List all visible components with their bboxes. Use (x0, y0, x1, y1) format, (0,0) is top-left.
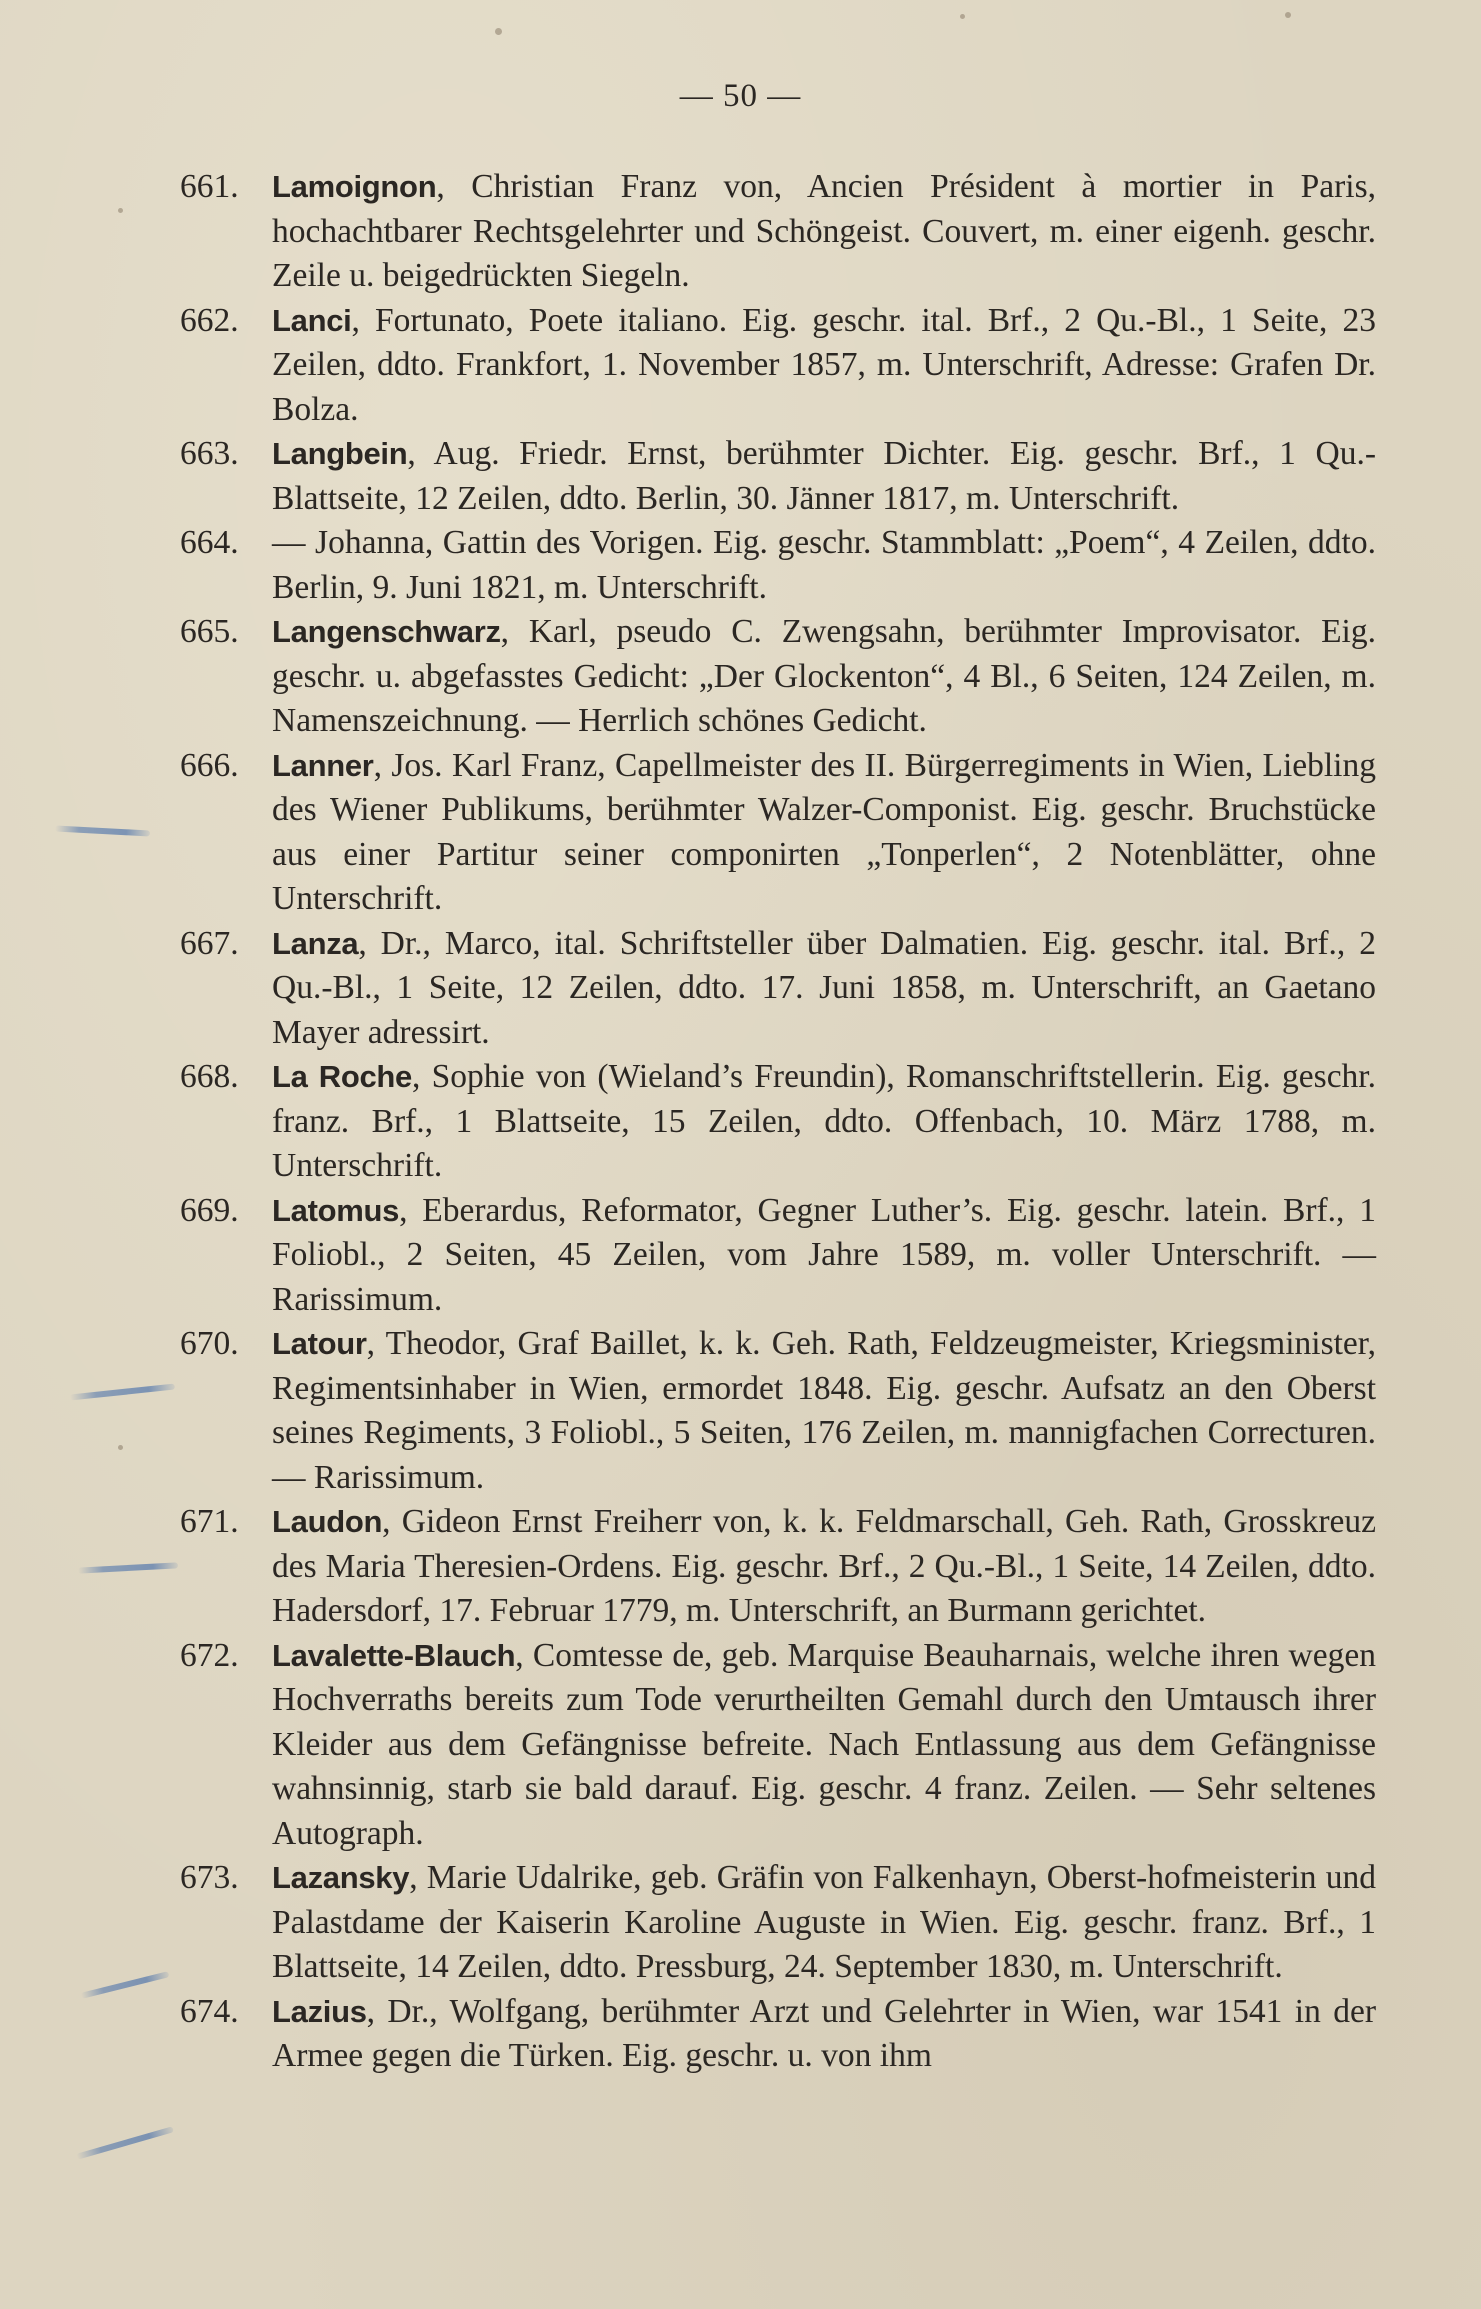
paper-spot (495, 28, 502, 35)
margin-pencil-mark (81, 1971, 170, 1999)
entry-number: 668. (180, 1058, 239, 1095)
paper-spot (118, 1445, 123, 1450)
catalog-entry (180, 1322, 1376, 1500)
entry-number: 666. (180, 746, 239, 784)
entry-description: , Dr., Wolfgang, berühmter Arzt und Gelehrter in Wien, war 1541 in der Armee gegen die Türken. Eig. geschr. u. von ihm (272, 1992, 1376, 2074)
catalog-entry (180, 1055, 1376, 1189)
catalog-entry (180, 165, 1376, 299)
margin-pencil-mark (70, 1384, 175, 1401)
entry-description: , Jos. Karl Franz, Capellmeister des II. Bürgerregiments in Wien, Liebling des Wiener Publikums, berühmter Walzer-Componist. Eig. geschr. Bruchstücke aus einer Partitur seiner componirten „Tonperlen“, 2 Notenblätter, ohne Unterschrift. (272, 746, 1376, 917)
entry-name: Langenschwarz (272, 614, 501, 649)
entry-name: Lanner (272, 747, 374, 783)
catalog-entry (180, 922, 1376, 1056)
entry-number: 663. (180, 435, 239, 472)
entry-name: La Roche (272, 1059, 412, 1094)
entry-description: , Karl, pseudo C. Zwengsahn, berühmter Improvisator. Eig. geschr. u. abgefasstes Gedicht: „Der Glockenton“, 4 Bl., 6 Seiten, 124 Zeilen, m. Namenszeichnung. — Herrlich schönes Gedicht. (272, 613, 1376, 739)
entry-name: Latour (272, 1326, 367, 1361)
entry-name: Laudon (272, 1504, 383, 1539)
margin-pencil-mark (55, 826, 150, 837)
entry-name: Lanza (272, 925, 359, 961)
entry-number: 664. (180, 524, 239, 561)
entry-number: 674. (180, 1992, 239, 2030)
catalog-entry (180, 744, 1376, 922)
catalog-entry (180, 1856, 1376, 1990)
catalog-entry (180, 432, 1376, 521)
entry-name: Latomus (272, 1192, 400, 1228)
entry-name: Lamoignon (272, 169, 437, 204)
catalog-entry (180, 1634, 1376, 1857)
paper-spot (1285, 12, 1291, 18)
entry-number: 662. (180, 301, 239, 339)
margin-pencil-mark (76, 2126, 174, 2159)
entry-description: , Sophie von (Wieland’s Freundin), Romanschriftstellerin. Eig. geschr. franz. Brf., 1 Blattseite, 15 Zeilen, ddto. Offenbach, 10. März 1788, m. Unterschrift. (272, 1058, 1376, 1184)
catalog-entry (180, 1990, 1376, 2079)
entry-description: , Eberardus, Reformator, Gegner Luther’s. Eig. geschr. latein. Brf., 1 Foliobl., 2 Seiten, 45 Zeilen, vom Jahre 1589, m. voller Unterschrift. — Rarissimum. (272, 1191, 1376, 1318)
entry-number: 667. (180, 924, 239, 962)
paper-spot (118, 208, 123, 213)
entry-number: 665. (180, 613, 239, 650)
margin-pencil-mark (78, 1562, 178, 1573)
entry-name: Lavalette-Blauch (272, 1637, 516, 1673)
entry-description: , Christian Franz von, Ancien Président à mortier in Paris, hochachtbarer Rechtsgelehrter und Schöngeist. Couvert, m. einer eigenh. geschr. Zeile u. beigedrückten Siegeln. (272, 168, 1376, 294)
entry-name: Lazius (272, 1993, 367, 2029)
entry-description: , Comtesse de, geb. Marquise Beauharnais, welche ihren wegen Hochverraths bereits zum Tode verurtheilten Gemahl durch den Umtausch ihrer Kleider aus dem Gefängnisse befreite. Nach Entlassung aus dem Gefängnisse wahnsinnig, starb sie bald darauf. Eig. geschr. 4 franz. Zeilen. — Sehr seltenes Autograph. (272, 1636, 1376, 1852)
entry-name: Lanci (272, 302, 352, 338)
entry-number: 673. (180, 1859, 239, 1896)
catalog-entry (180, 299, 1376, 433)
catalog-entry (180, 521, 1376, 610)
page-number: — 50 — (679, 78, 802, 114)
entry-description: , Aug. Friedr. Ernst, berühmter Dichter. Eig. geschr. Brf., 1 Qu.-Blattseite, 12 Zeilen, ddto. Berlin, 30. Jänner 1817, m. Unterschrift. (272, 435, 1376, 517)
entry-name: Lazansky (272, 1860, 410, 1895)
entry-number: 671. (180, 1503, 239, 1540)
entry-number: 669. (180, 1191, 239, 1229)
entry-description: , Marie Udalrike, geb. Gräfin von Falkenhayn, Oberst-hofmeisterin und Palastdame der Kaiserin Karoline Auguste in Wien. Eig. geschr. franz. Brf., 1 Blattseite, 14 Zeilen, ddto. Pressburg, 24. September 1830, m. Unterschrift. (272, 1859, 1376, 1985)
entry-number: 670. (180, 1325, 239, 1362)
entry-number: 672. (180, 1636, 239, 1674)
entry-description: , Gideon Ernst Freiherr von, k. k. Feldmarschall, Geh. Rath, Grosskreuz des Maria Theresien-Ordens. Eig. geschr. Brf., 2 Qu.-Bl., 1 Seite, 14 Zeilen, ddto. Hadersdorf, 17. Februar 1779, m. Unterschrift, an Burmann gerichtet. (272, 1503, 1376, 1629)
entry-description: — Johanna, Gattin des Vorigen. Eig. geschr. Stammblatt: „Poem“, 4 Zeilen, ddto. Berlin, 9. Juni 1821, m. Unterschrift. (272, 524, 1376, 606)
entry-number: 661. (180, 168, 239, 205)
entry-description: , Fortunato, Poete italiano. Eig. geschr. ital. Brf., 2 Qu.-Bl., 1 Seite, 23 Zeilen, ddto. Frankfort, 1. November 1857, m. Unterschrift, Adresse: Grafen Dr. Bolza. (272, 301, 1376, 428)
catalog-entry (180, 1189, 1376, 1323)
catalog-entry (180, 610, 1376, 744)
paper-spot (960, 14, 965, 19)
entry-description: , Dr., Marco, ital. Schriftsteller über Dalmatien. Eig. geschr. ital. Brf., 2 Qu.-Bl., 1 Seite, 12 Zeilen, ddto. 17. Juni 1858, m. Unterschrift, an Gaetano Mayer adressirt. (272, 924, 1376, 1051)
catalog-entries (180, 165, 1376, 2079)
catalog-entry (180, 1500, 1376, 1634)
entry-name: Langbein (272, 436, 408, 471)
entry-description: , Theodor, Graf Baillet, k. k. Geh. Rath, Feldzeugmeister, Kriegsminister, Regimentsinhaber in Wien, ermordet 1848. Eig. geschr. Aufsatz an den Oberst seines Regiments, 3 Foliobl., 5 Seiten, 176 Zeilen, m. mannigfachen Correcturen. — Rarissimum. (272, 1325, 1376, 1496)
